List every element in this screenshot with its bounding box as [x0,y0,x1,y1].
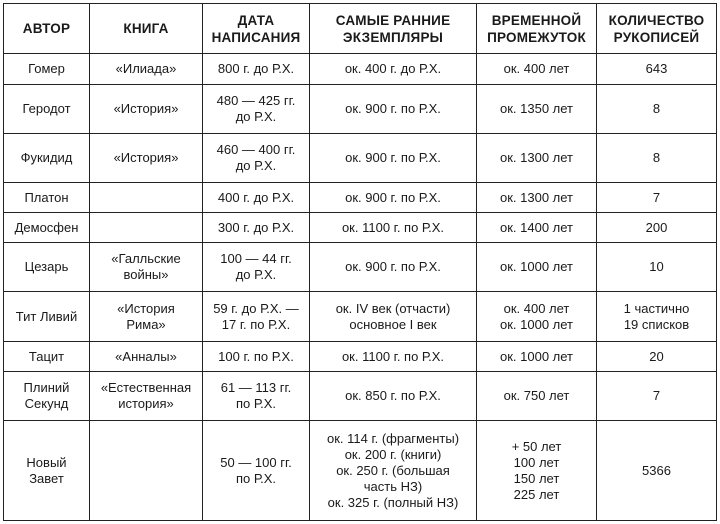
cell-book [90,183,203,213]
cell-text-line: ок. 1000 лет [499,316,573,332]
cell-text-line: 300 г. до Р.Х. [217,219,295,235]
cell-manuscript-count [597,292,717,342]
cell-text-line: НАПИСАНИЯ [211,29,301,45]
cell-text-line: «Естественная [100,380,192,395]
cell-text-line: Завет [29,470,64,486]
cell-author [4,213,90,243]
cell-text-line: ок. 250 г. (большая [336,462,450,478]
cell-text-line: ок. 1000 лет [499,348,573,364]
cell-text-line: 643 [645,61,668,76]
cell-text-line: 61 — 113 гг. [220,380,292,395]
cell-text-line: САМЫЕ РАННИЕ [335,12,451,28]
cell-manuscript-count [597,183,717,213]
cell-time-span [477,183,597,213]
table-row [4,372,717,421]
cell-time-span [477,421,597,521]
cell-text-line: ок. 1350 лет [499,101,573,116]
header-time-span [477,4,597,54]
cell-earliest-copies [310,372,477,421]
cell-text-line: 460 — 400 гг. [216,142,296,157]
cell-text-line: + 50 лет [511,438,562,454]
cell-time-span [477,213,597,243]
table-row [4,183,717,213]
cell-earliest-copies [310,342,477,372]
cell-manuscript-count [597,372,717,421]
cell-text-line: ок. 1100 г. по Р.Х. [341,219,445,235]
cell-text-line: 150 лет [513,470,560,486]
header-earliest-copies [310,4,477,54]
cell-text-line: ДАТА [237,12,275,28]
cell-text-line: ок. 900 г. по Р.Х. [345,259,441,274]
cell-date-written [203,243,310,292]
cell-text-line: 5366 [642,462,671,478]
cell-text-line: ок. 900 г. по Р.Х. [345,189,441,205]
cell-earliest-copies [310,421,477,521]
cell-manuscript-count [597,213,717,243]
cell-text-line: ок. 1300 лет [499,150,573,165]
cell-text-line: история» [118,396,174,411]
cell-text-line: ок. 850 г. по Р.Х. [345,388,441,403]
table-row [4,213,717,243]
cell-text-line: Геродот [22,101,71,116]
manuscripts-table [3,3,717,521]
cell-book [90,421,203,521]
cell-book [90,342,203,372]
cell-text-line: 10 [649,259,664,274]
cell-text-line: 8 [652,101,661,116]
header-book [90,4,203,54]
cell-text-line: 800 г. до Р.Х. [217,61,295,76]
cell-text-line: Цезарь [24,259,69,274]
cell-text-line: по Р.Х. [236,470,276,486]
cell-date-written [203,183,310,213]
cell-text-line: РУКОПИСЕЙ [613,29,700,45]
cell-time-span [477,54,597,85]
cell-book [90,292,203,342]
cell-text-line: войны» [123,267,169,282]
cell-text-line: «Галльские [111,251,181,266]
table-row [4,292,717,342]
cell-text-line: по Р.Х. [236,396,276,411]
cell-text-line: Тацит [28,348,65,364]
cell-time-span [477,342,597,372]
cell-date-written [203,372,310,421]
cell-time-span [477,85,597,134]
cell-earliest-copies [310,183,477,213]
cell-text-line: Гомер [28,61,65,76]
cell-text-line: 100 — 44 гг. [220,251,292,266]
cell-text-line: Фукидид [20,150,73,165]
cell-book [90,372,203,421]
cell-text-line: 8 [652,150,661,165]
cell-text-line: Плиний [23,380,70,395]
manuscripts-table-container [3,3,717,521]
table-row [4,134,717,183]
cell-earliest-copies [310,85,477,134]
cell-text-line: 20 [649,348,664,364]
table-row [4,421,717,521]
cell-manuscript-count [597,243,717,292]
cell-text-line: 50 — 100 гг. [220,454,292,470]
cell-date-written [203,342,310,372]
cell-author [4,183,90,213]
cell-text-line: ок. 1000 лет [499,259,573,274]
cell-author [4,342,90,372]
cell-text-line: ок. 1400 лет [499,219,573,235]
cell-text-line: 200 [645,219,668,235]
cell-time-span [477,292,597,342]
cell-earliest-copies [310,54,477,85]
header-manuscript-count [597,4,717,54]
table-row [4,342,717,372]
cell-text-line: 480 — 425 гг. [216,93,296,108]
cell-text-line: «Илиада» [115,61,177,76]
cell-text-line: Новый [26,454,67,470]
cell-text-line: до Р.Х. [235,158,277,173]
cell-earliest-copies [310,134,477,183]
cell-author [4,372,90,421]
table-row [4,85,717,134]
cell-text-line: часть НЗ) [363,478,423,494]
cell-text-line: 100 г. по Р.Х. [218,348,294,364]
cell-text-line: ок. 750 лет [503,388,570,403]
cell-text-line: «История [117,300,175,316]
cell-text-line: Рима» [126,316,166,332]
cell-text-line: до Р.Х. [235,267,277,282]
cell-text-line: ПРОМЕЖУТОК [487,29,586,45]
cell-text-line: ок. IV век (отчасти) [335,300,451,316]
cell-text-line: ок. 900 г. по Р.Х. [345,101,441,116]
cell-text-line: 400 г. до Р.Х. [217,189,295,205]
cell-book [90,54,203,85]
cell-text-line: ок. 200 г. (книги) [344,446,442,462]
cell-manuscript-count [597,134,717,183]
cell-author [4,243,90,292]
cell-text-line: 100 лет [513,454,560,470]
cell-text-line: «История» [113,101,179,116]
cell-text-line: «История» [113,150,179,165]
table-header-row [4,4,717,54]
cell-text-line: Платон [24,189,69,205]
cell-text-line: ок. 1300 лет [499,189,573,205]
cell-book [90,134,203,183]
cell-date-written [203,292,310,342]
cell-time-span [477,243,597,292]
cell-date-written [203,85,310,134]
table-row [4,243,717,292]
table-body [4,54,717,521]
cell-manuscript-count [597,421,717,521]
cell-author [4,421,90,521]
cell-earliest-copies [310,213,477,243]
cell-text-line: КОЛИЧЕСТВО [608,12,705,28]
cell-earliest-copies [310,292,477,342]
cell-text-line: до Р.Х. [235,109,277,124]
cell-text-line: АВТОР [22,21,71,36]
cell-time-span [477,372,597,421]
cell-text-line: ЭКЗЕМПЛЯРЫ [342,29,444,45]
cell-earliest-copies [310,243,477,292]
cell-text-line: 1 частично [623,300,690,316]
cell-text-line: ок. 400 лет [503,61,570,76]
cell-date-written [203,54,310,85]
cell-text-line: 19 списков [623,316,690,332]
cell-text-line: Демосфен [14,219,79,235]
cell-author [4,134,90,183]
cell-author [4,54,90,85]
cell-author [4,292,90,342]
cell-date-written [203,421,310,521]
cell-text-line: ок. 400 лет [503,300,570,316]
cell-date-written [203,213,310,243]
header-author [4,4,90,54]
cell-text-line: Секунд [24,396,69,411]
cell-text-line: ок. 114 г. (фрагменты) [326,430,460,446]
cell-text-line: 7 [652,189,661,205]
header-date-written [203,4,310,54]
cell-manuscript-count [597,85,717,134]
cell-time-span [477,134,597,183]
cell-text-line: 59 г. до Р.Х. — [213,300,299,316]
cell-manuscript-count [597,54,717,85]
cell-date-written [203,134,310,183]
cell-text-line: КНИГА [123,21,169,36]
cell-text-line: ок. 1100 г. по Р.Х. [341,348,445,364]
table-row [4,54,717,85]
cell-text-line: ок. 900 г. по Р.Х. [345,150,441,165]
cell-text-line: 17 г. по Р.Х. [221,316,291,332]
cell-book [90,85,203,134]
cell-book [90,243,203,292]
cell-manuscript-count [597,342,717,372]
cell-text-line: ВРЕМЕННОЙ [491,12,582,28]
cell-book [90,213,203,243]
cell-text-line: ок. 325 г. (полный НЗ) [327,494,459,510]
cell-text-line: ок. 400 г. до Р.Х. [344,61,442,76]
cell-text-line: Тит Ливий [15,308,78,324]
cell-text-line: основное I век [349,316,437,332]
cell-text-line: 225 лет [513,486,560,502]
cell-author [4,85,90,134]
cell-text-line: «Анналы» [115,348,177,364]
cell-text-line: 7 [652,388,661,403]
